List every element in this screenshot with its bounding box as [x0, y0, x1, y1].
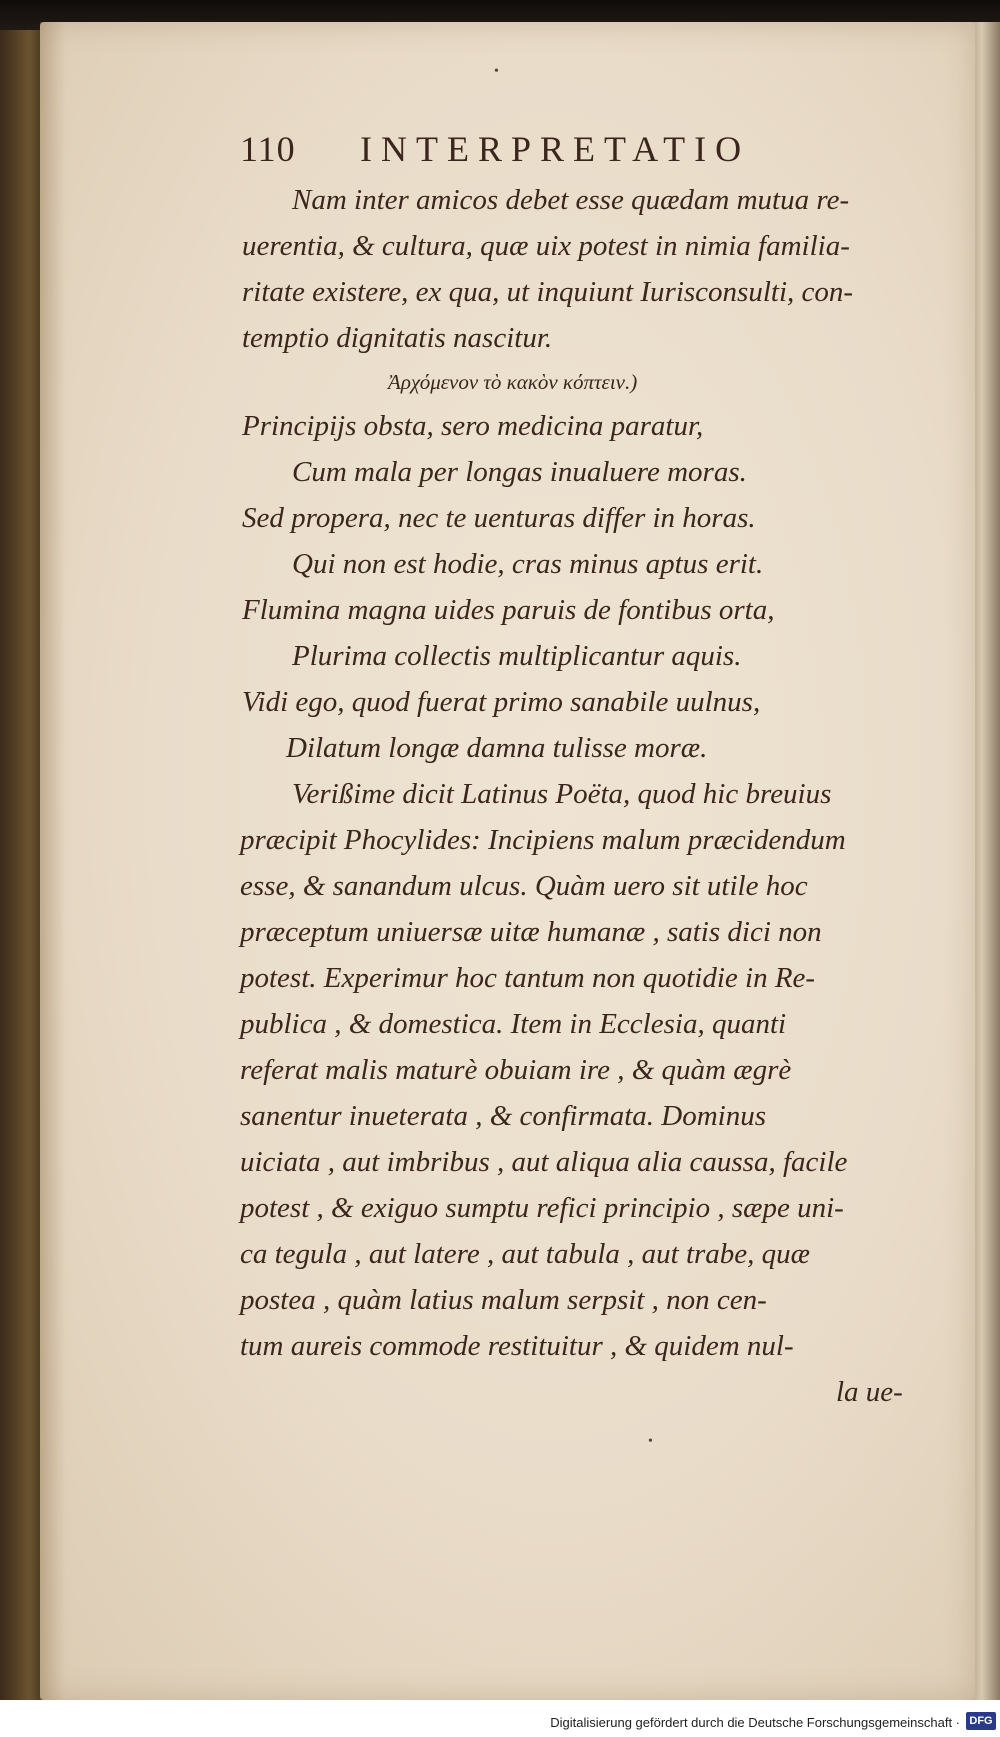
- paper-speck: •: [494, 64, 499, 79]
- text-line: uiciata , aut imbribus , aut aliqua alia caussa, facile: [240, 1146, 848, 1178]
- verse-line: Qui non est hodie, cras minus aptus erit.: [292, 548, 764, 580]
- catchword: la ue-: [836, 1376, 903, 1408]
- greek-heading: Ἀρχόμενον τὸ κακὸν κόπτειν.): [388, 370, 638, 394]
- text-line: præcipit Phocylides: Incipiens malum præcidendum: [240, 824, 846, 856]
- running-title: INTERPRETATIO: [360, 129, 751, 169]
- text-line: temptio dignitatis nascitur.: [242, 322, 553, 354]
- text-line: Nam inter amicos debet esse quædam mutua re-: [292, 184, 850, 216]
- text-line: ritate existere, ex qua, ut inquiunt Iurisconsulti, con-: [242, 276, 854, 308]
- verse-line: Sed propera, nec te uenturas differ in horas.: [242, 502, 756, 534]
- running-head: [240, 128, 840, 170]
- verse-line: Vidi ego, quod fuerat primo sanabile uulnus,: [242, 686, 761, 718]
- text-line: postea , quàm latius malum serpsit , non cen-: [240, 1284, 767, 1316]
- text-line: esse, & sanandum ulcus. Quàm uero sit utile hoc: [240, 870, 808, 902]
- dfg-logo-icon: DFG: [966, 1712, 996, 1730]
- text-line: publica , & domestica. Item in Ecclesia, quanti: [240, 1008, 787, 1040]
- text-line: tum aureis commode restituitur , & quidem nul-: [240, 1330, 794, 1362]
- text-line: referat malis maturè obuiam ire , & quàm ægrè: [240, 1054, 792, 1086]
- verse-line: Flumina magna uides paruis de fontibus orta,: [242, 594, 775, 626]
- text-line: ca tegula , aut latere , aut tabula , aut trabe, quæ: [240, 1238, 811, 1270]
- paper-speck: •: [648, 1434, 653, 1449]
- page-number: 110: [240, 129, 296, 169]
- verse-line: Cum mala per longas inualuere moras.: [292, 456, 747, 488]
- text-line: potest , & exiguo sumptu refici principio , sæpe uni-: [240, 1192, 844, 1224]
- verse-line: Dilatum longæ damna tulisse moræ.: [286, 732, 708, 764]
- text-line: uerentia, & cultura, quæ uix potest in nimia familia-: [242, 230, 850, 262]
- verse-line: Principijs obsta, sero medicina paratur,: [242, 410, 704, 442]
- text-line: Verißime dicit Latinus Poëta, quod hic breuius: [292, 778, 832, 810]
- text-line: præceptum uniuersæ uitæ humanæ , satis dici non: [240, 916, 822, 948]
- verse-line: Plurima collectis multiplicantur aquis.: [292, 640, 742, 672]
- text-line: potest. Experimur hoc tantum non quotidie in Re-: [240, 962, 816, 994]
- book-spine-edge: [0, 30, 42, 1720]
- text-line: sanentur inueterata , & confirmata. Dominus: [240, 1100, 767, 1132]
- digitization-credit: Digitalisierung gefördert durch die Deutsche Forschungsgemeinschaft ·: [550, 1715, 960, 1730]
